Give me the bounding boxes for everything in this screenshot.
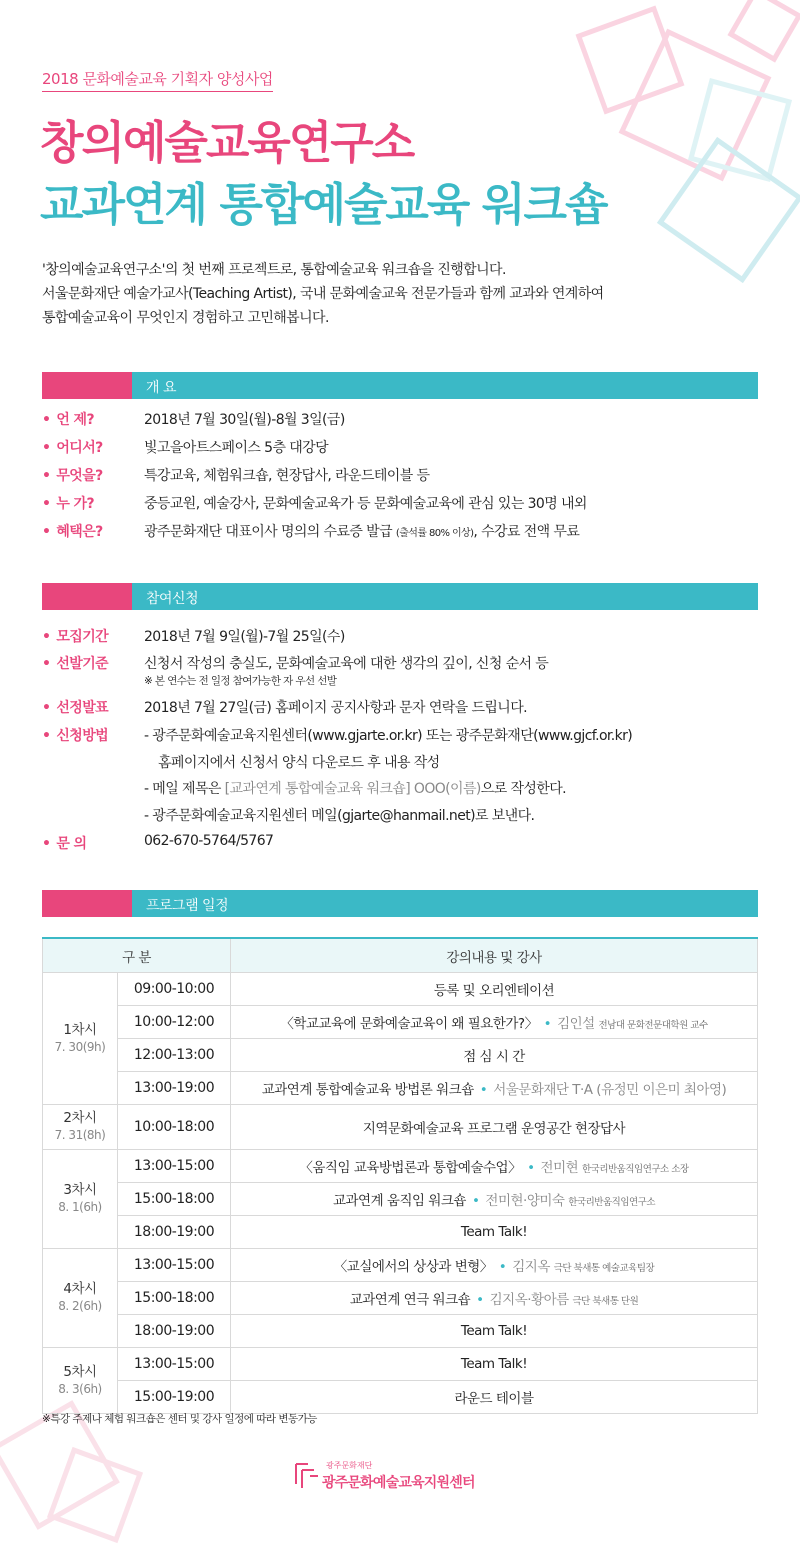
tagline: 2018 문화예술교육 기획자 양성사업 <box>42 68 273 92</box>
item-value: 빛고을아트스페이스 5층 대강당 <box>144 440 329 456</box>
session-cell: 5차시 8. 3(6h) <box>43 1348 118 1414</box>
criteria-note: ※ 본 연수는 전 일정 참여가능한 자 우선 선발 <box>144 675 337 687</box>
time-cell: 12:00-13:00 <box>118 1039 231 1072</box>
table-row <box>43 973 758 1006</box>
item-key: • 선정발표 <box>42 697 108 717</box>
item-value: 광주문화재단 대표이사 명의의 수료증 발급 (출석률 80% 이상), 수강료 전액 무료 <box>144 524 580 540</box>
table-row <box>43 1039 758 1072</box>
table-row <box>43 1072 758 1105</box>
item-key: • 신청방법 <box>42 725 108 745</box>
intro-text <box>42 258 604 330</box>
item-value: 특강교육, 체험워크숍, 현장답사, 라운드테이블 등 <box>144 468 430 484</box>
item-value: 2018년 7월 9일(월)-7월 25일(수) <box>144 629 345 645</box>
table-row <box>43 1216 758 1249</box>
table-row <box>43 1315 758 1348</box>
item-key: • 언 제? <box>42 409 94 429</box>
item-value: 2018년 7월 27일(금) 홈페이지 공지사항과 문자 연락을 드립니다. <box>144 700 528 716</box>
method-line: 홈페이지에서 신청서 양식 다운로드 후 내용 작성 <box>158 755 440 771</box>
schedule-note: ※특강 주제나 체험 워크숍은 센터 및 강사 일정에 따라 변동가능 <box>42 1413 317 1425</box>
content-cell: Team Talk! <box>231 1315 758 1348</box>
table-row <box>43 1006 758 1039</box>
time-cell: 15:00-19:00 <box>118 1381 231 1414</box>
page-subtitle: 교과연계 통합예술교육 워크숍 <box>40 178 607 231</box>
table-row <box>43 1105 758 1150</box>
time-cell: 13:00-15:00 <box>118 1249 231 1282</box>
content-cell: 지역문화예술교육 프로그램 운영공간 현장답사 <box>231 1105 758 1150</box>
table-row <box>43 1381 758 1414</box>
logo-foundation: 광주문화재단 <box>326 1461 373 1470</box>
time-cell: 10:00-12:00 <box>118 1006 231 1039</box>
item-value: 중등교원, 예술강사, 문화예술교육가 등 문화예술교육에 관심 있는 30명 내외 <box>144 496 587 512</box>
col-session: 구 분 <box>43 938 231 973</box>
item-key: • 문 의 <box>42 833 86 853</box>
page-title: 창의예술교육연구소 <box>40 116 414 169</box>
schedule-table <box>42 937 758 1414</box>
intro-line: '창의예술교육연구소'의 첫 번째 프로젝트로, 통합예술교육 워크숍을 진행합니다. <box>42 262 506 278</box>
section-heading: 개 요 <box>146 380 176 396</box>
content-cell: 점 심 시 간 <box>231 1039 758 1072</box>
content-cell: 〈교실에서의 상상과 변형〉 • 김지옥 극단 북새통 예술교육팀장 <box>231 1249 758 1282</box>
content-cell: Team Talk! <box>231 1348 758 1381</box>
section-bar-overview <box>42 372 758 399</box>
section-heading: 참여신청 <box>146 591 199 607</box>
table-row <box>43 1348 758 1381</box>
time-cell: 18:00-19:00 <box>118 1315 231 1348</box>
content-cell: 등록 및 오리엔테이션 <box>231 973 758 1006</box>
logo-name: 광주문화예술교육지원센터 <box>322 1475 475 1491</box>
session-cell: 3차시 8. 1(6h) <box>43 1150 118 1249</box>
item-key: • 누 가? <box>42 493 94 513</box>
table-row <box>43 1249 758 1282</box>
item-value: 신청서 작성의 충실도, 문화예술교육에 대한 생각의 깊이, 신청 순서 등 <box>144 656 549 672</box>
time-cell: 15:00-18:00 <box>118 1282 231 1315</box>
section-bar-apply <box>42 583 758 610</box>
time-cell: 13:00-15:00 <box>118 1150 231 1183</box>
session-cell: 2차시 7. 31(8h) <box>43 1105 118 1150</box>
intro-line: 통합예술교육이 무엇인지 경험하고 고민해봅니다. <box>42 310 329 326</box>
section-bar-schedule <box>42 890 758 917</box>
item-value: 062-670-5764/5767 <box>144 833 274 849</box>
content-cell: 교과연계 연극 워크숍 • 김지옥·황아름 극단 북새통 단원 <box>231 1282 758 1315</box>
time-cell: 13:00-15:00 <box>118 1348 231 1381</box>
table-row <box>43 1183 758 1216</box>
item-key: • 혜택은? <box>42 521 103 541</box>
footer-logo <box>292 1458 512 1498</box>
item-key: • 무엇을? <box>42 465 103 485</box>
method-line: - 광주문화예술교육지원센터 메일(gjarte@hanmail.net)로 보낸다. <box>144 808 535 824</box>
section-heading: 프로그램 일정 <box>146 898 229 914</box>
item-key: • 모집기간 <box>42 626 108 646</box>
time-cell: 10:00-18:00 <box>118 1105 231 1150</box>
table-header-row <box>43 938 758 973</box>
item-value: - 광주문화예술교육지원센터(www.gjarte.or.kr) 또는 광주문화재단(www.gjcf.or.kr) <box>144 728 633 744</box>
time-cell: 09:00-10:00 <box>118 973 231 1006</box>
content-cell: 〈학교교육에 문화예술교육이 왜 필요한가?〉 • 김인설 전남대 문화전문대학원 교수 <box>231 1006 758 1039</box>
session-cell: 1차시 7. 30(9h) <box>43 973 118 1105</box>
session-cell: 4차시 8. 2(6h) <box>43 1249 118 1348</box>
col-content: 강의내용 및 강사 <box>231 938 758 973</box>
item-value: 2018년 7월 30일(월)-8월 3일(금) <box>144 412 345 428</box>
item-key: • 어디서? <box>42 437 103 457</box>
intro-line: 서울문화재단 예술가교사(Teaching Artist), 국내 문화예술교육 전문가들과 함께 교과와 연계하여 <box>42 286 604 302</box>
content-cell: 라운드 테이블 <box>231 1381 758 1414</box>
method-line: - 메일 제목은 [교과연계 통합예술교육 워크숍] OOO(이름)으로 작성한다. <box>144 781 567 797</box>
item-key: • 선발기준 <box>42 653 108 673</box>
table-row <box>43 1282 758 1315</box>
content-cell: 〈움직임 교육방법론과 통합예술수업〉 • 전미현 한국리반움직임연구소 소장 <box>231 1150 758 1183</box>
time-cell: 18:00-19:00 <box>118 1216 231 1249</box>
table-row <box>43 1150 758 1183</box>
content-cell: 교과연계 통합예술교육 방법론 워크숍 • 서울문화재단 T·A (유정민 이은미 최아영) <box>231 1072 758 1105</box>
content-cell: 교과연계 움직임 워크숍 • 전미현·양미숙 한국리반움직임연구소 <box>231 1183 758 1216</box>
time-cell: 13:00-19:00 <box>118 1072 231 1105</box>
time-cell: 15:00-18:00 <box>118 1183 231 1216</box>
logo-mark-icon <box>292 1460 320 1490</box>
content-cell: Team Talk! <box>231 1216 758 1249</box>
